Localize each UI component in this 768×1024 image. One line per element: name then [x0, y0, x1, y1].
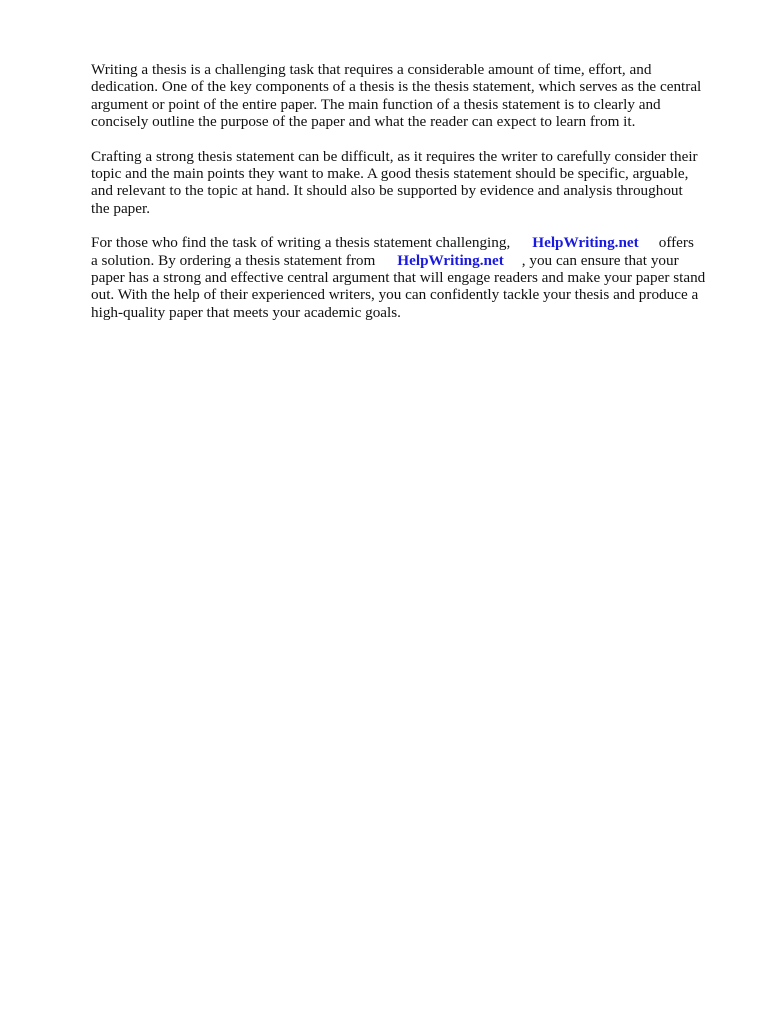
paragraph-crafting	[91, 148, 723, 218]
text-line: paper has a strong and effective central argument that will engage readers and make your paper stand	[91, 269, 706, 287]
text-line: Crafting a strong thesis statement can be difficult, as it requires the writer to carefully consider their	[91, 147, 698, 165]
text-line: the paper.	[91, 199, 151, 217]
text-line	[91, 234, 723, 251]
text-segment: , you can ensure that your	[521, 251, 679, 269]
text-segment: For those who find the task of writing a thesis statement challenging,	[91, 234, 511, 252]
text-line: concisely outline the purpose of the paper and what the reader can expect to learn from it.	[91, 113, 636, 131]
text-line: out. With the help of their experienced writers, you can confidently tackle your thesis and produce a	[91, 286, 699, 304]
text-line	[91, 252, 723, 269]
text-line: argument or point of the entire paper. The main function of a thesis statement is to clearly and	[91, 95, 661, 113]
text-segment: offers	[658, 234, 694, 252]
text-line: high-quality paper that meets your academic goals.	[91, 303, 401, 321]
paragraph-solution	[91, 234, 723, 321]
text-line: dedication. One of the key components of a thesis is the thesis statement, which serves as the central	[91, 78, 702, 96]
text-segment: a solution. By ordering a thesis statement from	[91, 251, 376, 269]
text-line: and relevant to the topic at hand. It should also be supported by evidence and analysis throughout	[91, 182, 683, 200]
helpwriting-link-2[interactable]: HelpWriting.net	[397, 251, 504, 269]
text-line: topic and the main points they want to make. A good thesis statement should be specific, arguable,	[91, 165, 689, 183]
paragraph-intro	[91, 61, 723, 131]
helpwriting-link-1[interactable]: HelpWriting.net	[532, 234, 639, 252]
text-line: Writing a thesis is a challenging task that requires a considerable amount of time, effort, and	[91, 61, 652, 78]
document-page	[91, 61, 723, 338]
